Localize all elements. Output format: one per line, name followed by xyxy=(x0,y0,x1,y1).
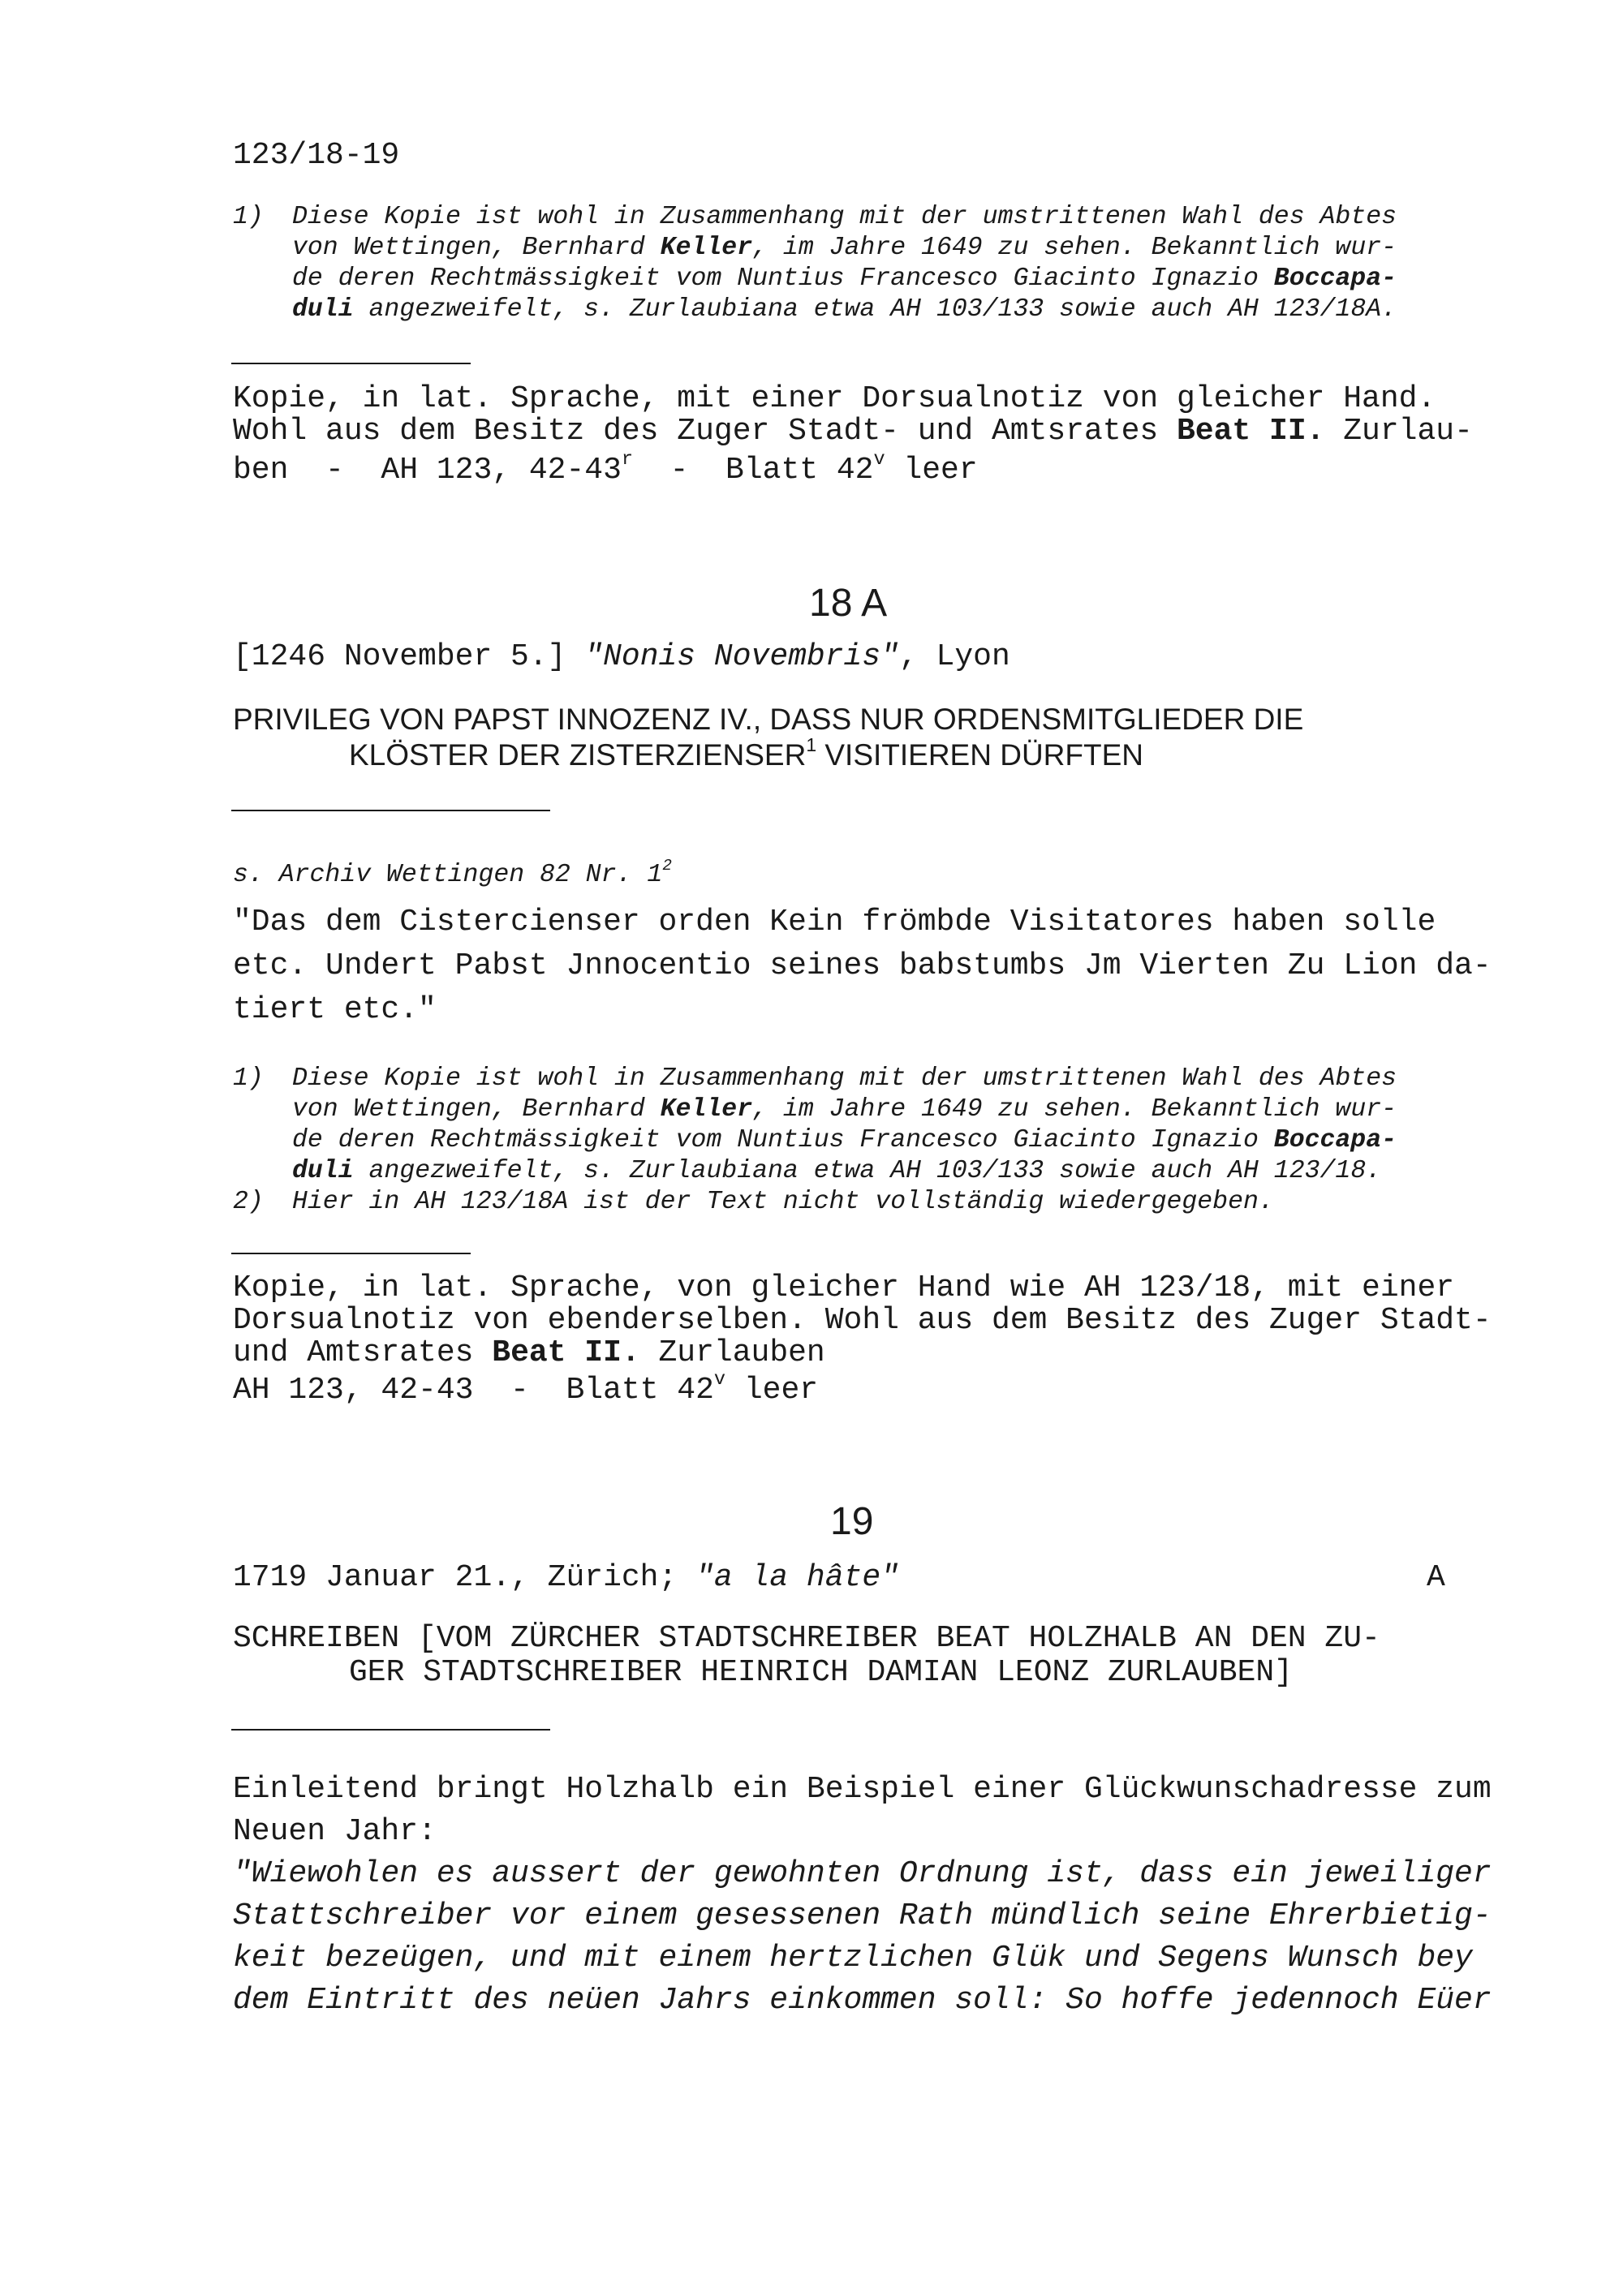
quote-line: keit bezeügen, und mit einem hertzlichen Glük und Segens Wunsch bey xyxy=(233,1941,1473,1976)
footnote-line: duli angezweifelt, s. Zurlaubiana etwa AH 103/133 sowie auch AH 123/18A. xyxy=(292,295,1397,324)
source-line: Dorsualnotiz von ebenderselben. Wohl aus dem Besitz des Zuger Stadt- xyxy=(233,1303,1492,1338)
source-line: Wohl aus dem Besitz des Zuger Stadt- und Amtsrates Beat II. Zurlau- xyxy=(233,414,1473,449)
quote-line: "Wiewohlen es aussert der gewohnten Ordnung ist, dass ein jeweiliger xyxy=(233,1856,1492,1891)
footnote-line: Hier in AH 123/18A ist der Text nicht vollständig wiedergegeben. xyxy=(292,1188,1274,1216)
source-line: und Amtsrates Beat II. Zurlauben xyxy=(233,1335,825,1370)
separator-rule xyxy=(231,363,471,364)
source-line: ben - AH 123, 42-43$^r$ - Blatt 42$^v$ leer xyxy=(233,448,978,488)
body-line: Neuen Jahr: xyxy=(233,1814,437,1849)
footnote-line: Diese Kopie ist wohl in Zusammenhang mit der umstrittenen Wahl des Abtes xyxy=(292,203,1397,231)
quote-line: dem Eintritt des neüen Jahrs einkommen soll: So hoffe jedennoch Eüer xyxy=(233,1983,1492,2018)
document-title: SCHREIBEN [VOM ZÜRCHER STADTSCHREIBER BEAT HOLZHALB AN DEN ZU- xyxy=(233,1621,1380,1656)
body-line: Einleitend bringt Holzhalb ein Beispiel einer Glückwunschadresse zum xyxy=(233,1772,1492,1807)
quote-line: Stattschreiber vor einem gesessenen Rath mündlich seine Ehrerbietig- xyxy=(233,1898,1492,1933)
footnote-line: von Wettingen, Bernhard Keller, im Jahre 1649 zu sehen. Bekanntlich wur- xyxy=(292,234,1397,262)
footnote-line: von Wettingen, Bernhard Keller, im Jahre 1649 zu sehen. Bekanntlich wur- xyxy=(292,1095,1397,1124)
footnote-number: 2) xyxy=(233,1188,264,1216)
archive-reference: s. Archiv Wettingen 82 Nr. $1^2$ xyxy=(233,856,673,889)
quote-line: "Das dem Cistercienser orden Kein frömbde Visitatores haben solle xyxy=(233,905,1436,939)
page-reference: 123/18-19 xyxy=(233,138,400,173)
document-number: 19 xyxy=(830,1500,874,1543)
separator-rule xyxy=(231,810,550,811)
source-line: Kopie, in lat. Sprache, von gleicher Hand wie AH 123/18, mit einer xyxy=(233,1271,1455,1305)
document-letter: A xyxy=(1427,1560,1445,1595)
footnote-number: 1) xyxy=(233,1064,264,1093)
document-title: GER STADTSCHREIBER HEINRICH DAMIAN LEONZ ZURLAUBEN] xyxy=(349,1655,1293,1690)
footnote-number: 1) xyxy=(233,203,264,231)
document-date: 1719 Januar 21., Zürich; "a la hâte" xyxy=(233,1560,899,1595)
separator-rule xyxy=(231,1729,550,1731)
document-date: [1246 November 5.] "Nonis Novembris", Lyon xyxy=(233,639,1010,674)
source-line: Kopie, in lat. Sprache, mit einer Dorsualnotiz von gleicher Hand. xyxy=(233,381,1436,416)
quote-line: tiert etc." xyxy=(233,992,437,1027)
quote-line: etc. Undert Pabst Jnnocentio seines babstumbs Jm Vierten Zu Lion da- xyxy=(233,948,1492,983)
document-title: KLÖSTER DER ZISTERZIENSER$^1$ VISITIEREN DÜRFTEN xyxy=(349,734,1143,772)
footnote-line: de deren Rechtmässigkeit vom Nuntius Francesco Giacinto Ignazio Boccapa- xyxy=(292,264,1397,293)
footnote-line: de deren Rechtmässigkeit vom Nuntius Francesco Giacinto Ignazio Boccapa- xyxy=(292,1126,1397,1154)
source-line: AH 123, 42-43 - Blatt 42$^v$ leer xyxy=(233,1368,819,1408)
document-number: 18 A xyxy=(809,582,888,625)
separator-rule xyxy=(231,1253,471,1254)
footnote-line: duli angezweifelt, s. Zurlaubiana etwa AH 103/133 sowie auch AH 123/18. xyxy=(292,1157,1382,1185)
document-title: PRIVILEG VON PAPST INNOZENZ IV., DASS NUR ORDENSMITGLIEDER DIE xyxy=(233,703,1304,736)
footnote-line: Diese Kopie ist wohl in Zusammenhang mit der umstrittenen Wahl des Abtes xyxy=(292,1064,1397,1093)
